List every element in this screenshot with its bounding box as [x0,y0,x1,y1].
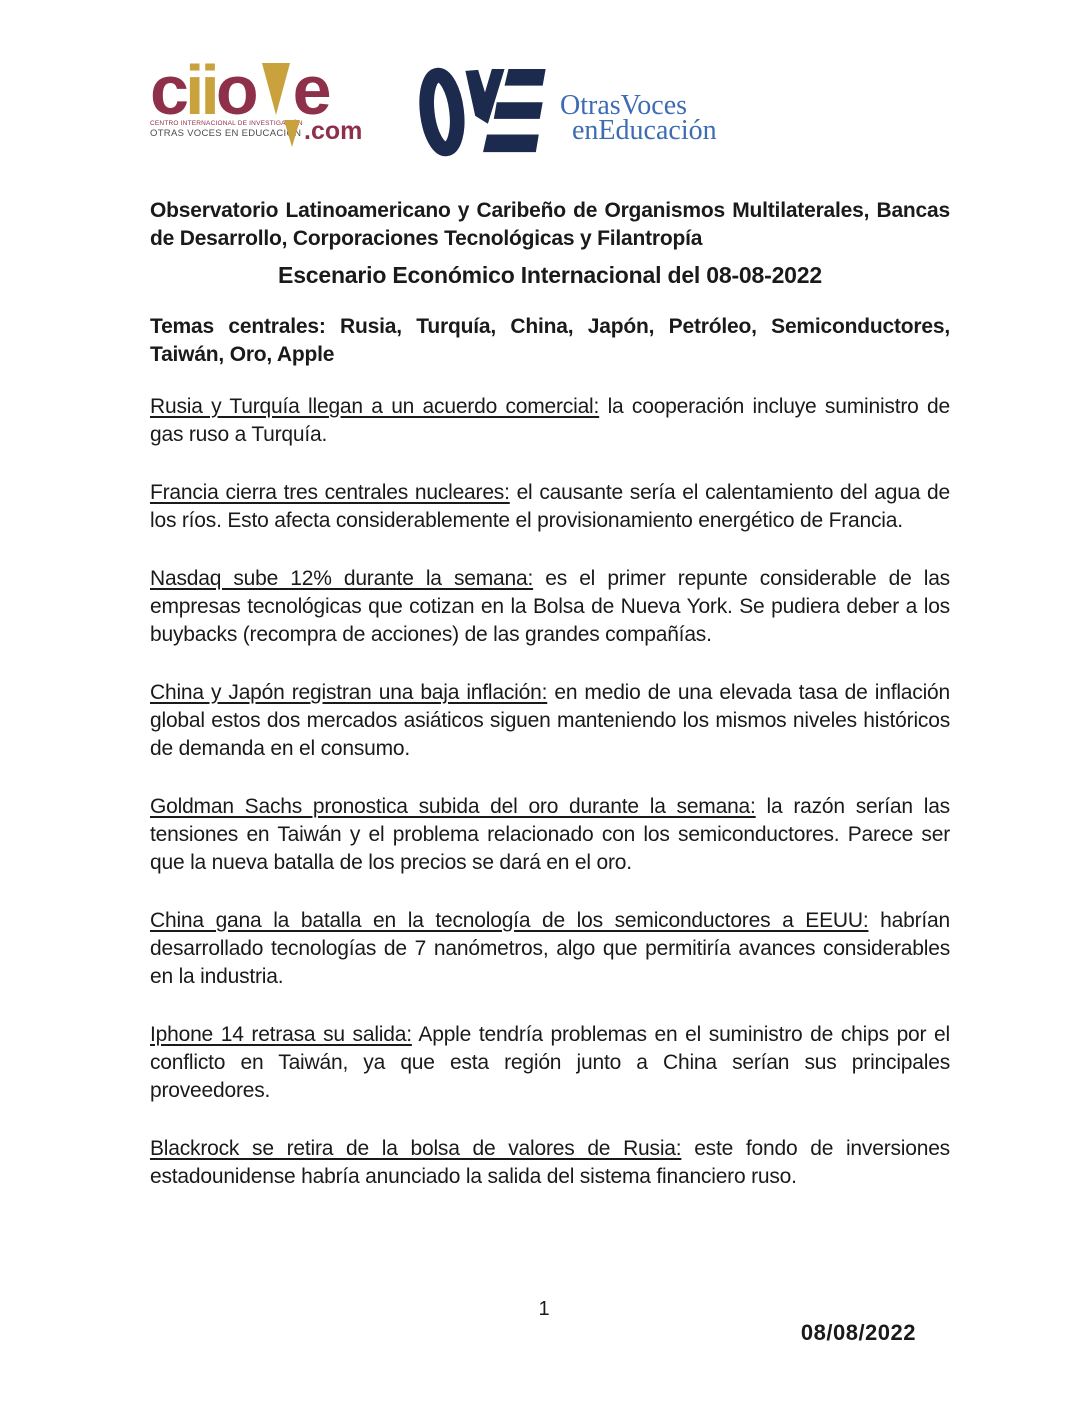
ciiove-logo [150,50,375,147]
paragraph-lead: Rusia y Turquía llegan a un acuerdo comercial: [150,395,600,418]
paragraph-lead: China y Japón registran una baja inflación: [150,681,548,704]
paragraph-list [150,393,950,1191]
news-paragraph [150,565,950,649]
ciiove-taglines [150,120,303,139]
ove-logo-text [560,90,717,146]
page-number: 1 [538,1298,550,1320]
ove-text-line2: enEducación [572,115,717,146]
ove-monogram-icon [417,67,551,157]
news-paragraph [150,793,950,877]
news-paragraph [150,679,950,763]
ciiove-logo-bottom [150,117,375,147]
paragraph-text: el causante sería el calentamiento del agua de los ríos. Esto afecta considerablemente el provisionamiento energético de Francia. [150,481,950,532]
logo-row [0,0,1088,163]
paragraph-lead: China gana la batalla en la tecnología de los semiconductores a EEUU: [150,909,869,932]
paragraph-lead: Francia cierra tres centrales nucleares: [150,481,510,504]
news-paragraph [150,907,950,991]
ove-text-line1: OtrasVoces [560,90,688,121]
ciiove-tagline-line1: CENTRO INTERNACIONAL DE INVESTIGACIÓN [150,120,303,127]
news-paragraph [150,393,950,449]
ove-logo [417,67,717,157]
document-body [150,197,950,1191]
news-paragraph [150,1021,950,1105]
paragraph-text: es el primer repunte considerable de las empresas tecnológicas que cotizan en la Bolsa de Nueva York. Se pudiera deber a los buybacks (recompra de acciones) de las grandes compañías. [150,567,950,646]
ciiove-letter-c: c [150,50,185,129]
ciiove-letter-o: o [215,50,255,129]
paragraph-text: este fondo de inversiones estadounidense habría anunciado la salida del sistema financiero ruso. [150,1137,950,1188]
footer-date: 08/08/2022 [800,1320,916,1345]
paragraph-lead: Goldman Sachs pronostica subida del oro durante la semana: [150,795,756,818]
news-paragraph [150,1135,950,1191]
news-paragraph [150,479,950,535]
ciiove-tagline-line2: OTRAS VOCES EN EDUCACIÓN [150,128,302,139]
paragraph-text: la razón serían las tensiones en Taiwán y el problema relacionado con los semiconductores. Parece ser que la nueva batalla de los precios se dará en el oro. [150,795,950,874]
observatory-heading: Observatorio Latinoamericano y Caribeño de Organismos Multilaterales, Bancas de Desarrollo, Corporaciones Tecnológicas y Filantropía [150,199,950,250]
ciiove-letters-ii: ii [184,50,216,129]
paragraph-lead: Blackrock se retira de la bolsa de valores de Rusia: [150,1137,682,1160]
paragraph-text: en medio de una elevada tasa de inflación global estos dos mercados asiáticos siguen manteniendo los mismos niveles históricos de demanda en el consumo. [150,681,950,760]
ciiove-dotcom-label: .com [304,117,363,145]
central-topics-line: Temas centrales: Rusia, Turquía, China, Japón, Petróleo, Semiconductores, Taiwán, Oro, Apple [150,315,950,366]
paragraph-text: Apple tendría problemas en el suministro de chips por el conflicto en Taiwán, ya que esta región junto a China serían sus principales proveedores. [150,1023,950,1102]
paragraph-lead: Iphone 14 retrasa su salida: [150,1023,412,1046]
ciiove-small-triangle-icon [284,120,300,147]
ciiove-letter-e: e [292,50,328,129]
page-title: Escenario Económico Internacional del 08-08-2022 [278,262,822,288]
ciiove-v-triangle-icon [262,63,290,115]
paragraph-text: habrían desarrollado tecnologías de 7 nanómetros, algo que permitiría avances considerables en la industria. [150,909,950,988]
paragraph-lead: Nasdaq sube 12% durante la semana: [150,567,534,590]
paragraph-text: la cooperación incluye suministro de gas ruso a Turquía. [150,395,950,446]
